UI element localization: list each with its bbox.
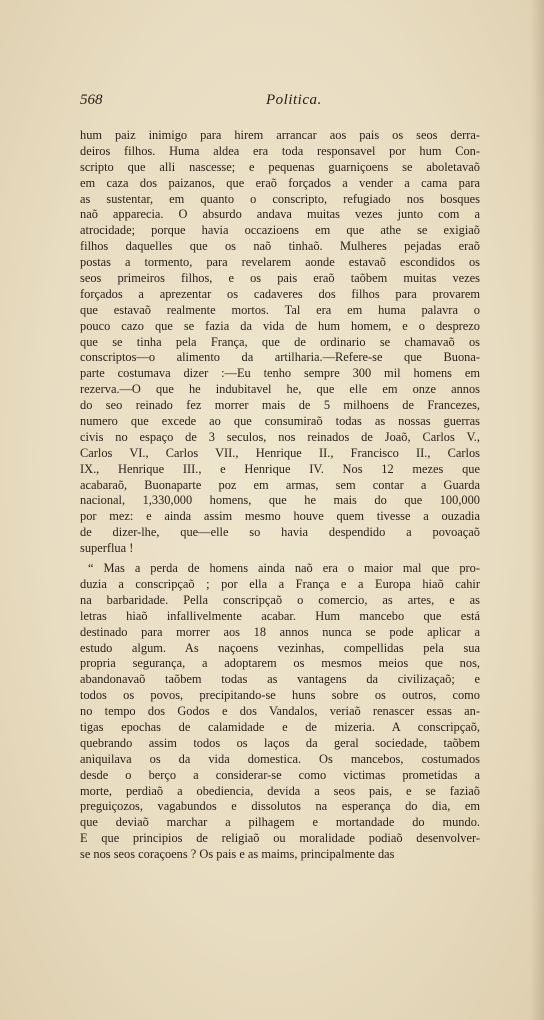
text-line: forçados a aprezentar os cadaveres dos filhos para provarem bbox=[80, 286, 480, 301]
text-line: superflua ! bbox=[80, 541, 134, 556]
text-line: morte, perdiaõ a obediencia, devida a seos pais, e se faziaõ bbox=[80, 783, 480, 798]
text-line: deiros filhos. Huma aldea era toda responsavel por hum Con- bbox=[80, 143, 480, 158]
paragraph bbox=[80, 561, 480, 863]
text-line: estudo algum. As naçoens vezinhas, compellidas pela sua bbox=[80, 640, 480, 655]
text-line: atrocidade; porque havia occazioens em que athe se exigiaõ bbox=[80, 223, 480, 238]
text-line: tigas epochas de calamidade e de mizeria. A conscripçaõ, bbox=[80, 719, 480, 734]
text-line: preguiçozos, vagabundos e dissolutos na esperança do dia, em bbox=[80, 799, 480, 814]
text-line: filhos daquelles que os naõ tinhaõ. Mulheres pejadas eraõ bbox=[80, 239, 480, 254]
text-line: acabaraõ, Buonaparte poz em armas, sem contar a Guarda bbox=[80, 477, 480, 492]
text-line: no tempo dos Godos e dos Vandalos, veriaõ renascer essas an- bbox=[80, 704, 480, 719]
text-line: por mez: e ainda assim mesmo houve quem tivesse a ouzadia bbox=[80, 509, 480, 524]
text-line: quebrando assim todos os laços da geral sociedade, taõbem bbox=[80, 735, 480, 750]
body-text bbox=[80, 128, 480, 863]
text-line: abandonavaõ taõbem todas as vantagens da civilizaçaõ; e bbox=[80, 672, 480, 687]
text-line: destinado para morrer aos 18 annos nunca se pode aplicar a bbox=[80, 624, 480, 639]
text-line: se nos seos coraçoens ? Os pais e as maims, principalmente das bbox=[80, 847, 395, 862]
page-header bbox=[80, 92, 480, 114]
running-title: Politica. bbox=[266, 92, 322, 108]
text-line: desde o berço a considerar-se como victimas prometidas a bbox=[80, 767, 480, 782]
text-line: que estavaõ realmente mortos. Tal era em huma palavra o bbox=[80, 302, 480, 317]
text-line: scripto que alli nascesse; e pequenas guarniçoens se aboletavaõ bbox=[80, 159, 480, 174]
text-line: postas a tormento, para revelarem aonde estavaõ escondidos os bbox=[80, 255, 480, 270]
text-line: Carlos VI., Carlos VII., Henrique II., Francisco II., Carlos bbox=[80, 445, 480, 460]
text-line: todos os povos, precipitando-se huns sobre os outros, como bbox=[80, 688, 480, 703]
text-line: seos primeiros filhos, e os pais eraõ taõbem muitas vezes bbox=[80, 271, 480, 286]
paragraph bbox=[80, 128, 480, 557]
page-number: 568 bbox=[80, 92, 103, 108]
text-line: hum paiz inimigo para hirem arrancar aos pais os seos derra- bbox=[80, 128, 480, 142]
text-line: pouco cazo que se fazia da vida de hum homem, e o desprezo bbox=[80, 318, 480, 333]
text-line: rezerva.—O que he indubitavel he, que elle em onze annos bbox=[80, 382, 480, 397]
text-line: IX., Henrique III., e Henrique IV. Nos 12 mezes que bbox=[80, 461, 480, 476]
text-line: naõ apparecia. O absurdo andava muitas vezes junto com a bbox=[80, 207, 480, 222]
text-line: do seo reinado fez morrer mais de 5 milhoens de Francezes, bbox=[80, 398, 480, 413]
text-line: letras hiaõ infallivelmente acabar. Hum mancebo que está bbox=[80, 608, 480, 623]
text-line: conscriptos—o alimento da artilharia.—Refere-se que Buona- bbox=[80, 350, 480, 365]
text-line: propria segurança, a adoptarem os mesmos meios que nos, bbox=[80, 656, 480, 671]
text-line: E que principios de religiaõ ou moralidade podiaõ desenvolver- bbox=[80, 831, 480, 846]
text-line: em caza dos paizanos, que eraõ forçados a vender a cama para bbox=[80, 175, 480, 190]
text-line: que deviaõ marchar a pilhagem e mortandade do mundo. bbox=[80, 815, 480, 830]
text-line: parte costumava dizer :—Eu tenho sempre 300 mil homens em bbox=[80, 366, 480, 381]
text-line: que se tinha pela França, que de ordinario se chamavaõ os bbox=[80, 334, 480, 349]
page-edge-shadow bbox=[530, 0, 544, 1020]
text-line: as sustentar, em quanto o conscripto, refugiado nos bosques bbox=[80, 191, 480, 206]
text-line: civis no espaço de 3 seculos, nos reinados de Joaõ, Carlos V., bbox=[80, 429, 480, 444]
text-line: duzia a conscripçaõ ; por ella a França e a Europa hiaõ cahir bbox=[80, 576, 480, 591]
text-line: numero que excede ao que consumiraõ todas as nossas guerras bbox=[80, 414, 480, 429]
text-line: de dizer-lhe, que—elle so havia despendido a povoaçaõ bbox=[80, 525, 480, 540]
text-line: nacional, 1,330,000 homens, que he mais do que 100,000 bbox=[80, 493, 480, 508]
text-line: na barbaridade. Pella conscripçaõ o comercio, as artes, e as bbox=[80, 592, 480, 607]
text-line: aniquilava os da vida domestica. Os mancebos, costumados bbox=[80, 751, 480, 766]
text-line: “ Mas a perda de homens ainda naõ era o maior mal que pro- bbox=[88, 561, 480, 576]
